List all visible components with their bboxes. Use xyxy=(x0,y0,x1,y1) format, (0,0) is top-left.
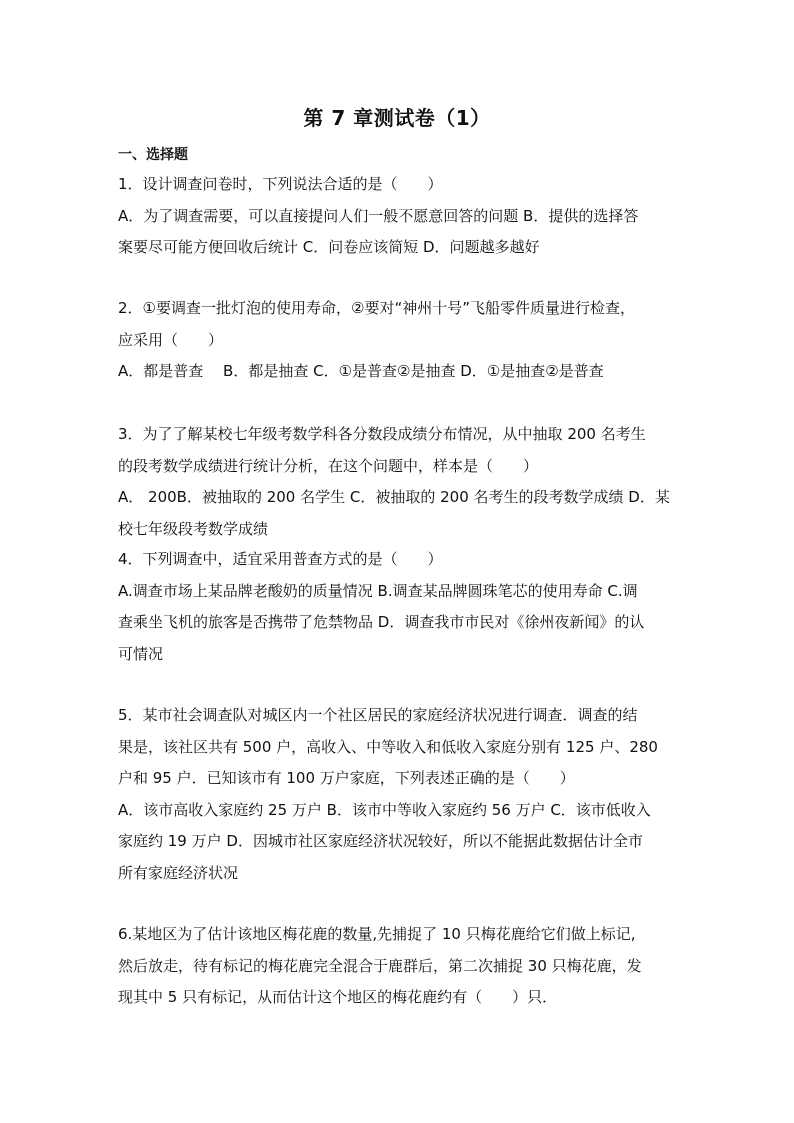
question-2-stem-line-2: 应采用（ ） xyxy=(118,330,224,349)
page-title: 第 7 章测试卷（1） xyxy=(303,106,491,130)
question-4-options-line-1: A.调查市场上某品牌老酸奶的质量情况 B.调查某品牌圆珠笔芯的使用寿命 C.调 xyxy=(118,581,638,600)
question-1-stem: 1．设计调查问卷时，下列说法合适的是（ ） xyxy=(118,175,443,193)
section-heading: 一、选择题 xyxy=(118,147,188,163)
question-5-options-line-2: 家庭约 19 万户 D．因城市社区家庭经济状况较好，所以不能据此数据估计全市 xyxy=(118,832,643,850)
question-2-stem-line-1: 2．①要调查一批灯泡的使用寿命，②要对“神州十号”飞船零件质量进行检查， xyxy=(118,299,635,317)
question-5 xyxy=(118,700,692,889)
question-4-stem: 4．下列调查中，适宜采用普查方式的是（ ） xyxy=(118,550,443,568)
question-5-options-line-3: 所有家庭经济状况 xyxy=(118,863,239,882)
question-1 xyxy=(118,169,692,264)
question-6-stem-line-3: 现其中 5 只有标记，从而估计这个地区的梅花鹿约有（ ）只． xyxy=(118,988,558,1006)
question-3-stem-line-1: 3．为了了解某校七年级考数学科各分数段成绩分布情况，从中抽取 200 名考生 xyxy=(118,425,646,443)
question-4 xyxy=(118,544,692,670)
question-3-stem-line-2: 的段考数学成绩进行统计分析，在这个问题中，样本是（ ） xyxy=(118,456,539,475)
question-3-options-line-1: A． 200B．被抽取的 200 名学生 C．被抽取的 200 名考生的段考数学成绩 D．某 xyxy=(118,488,670,506)
question-6-stem-line-1: 6.某地区为了估计该地区梅花鹿的数量,先捕捉了 10 只梅花鹿给它们做上标记, xyxy=(118,925,636,943)
question-2-options: A．都是普查 B．都是抽查 C．①是普查②是抽查 D．①是抽查②是普查 xyxy=(118,362,604,380)
question-3 xyxy=(118,419,692,545)
question-6 xyxy=(118,919,692,1014)
question-3-options-line-2: 校七年级段考数学成绩 xyxy=(118,519,269,538)
question-4-options-line-2: 查乘坐飞机的旅客是否携带了危禁物品 D．调查我市市民对《徐州夜新闻》的认 xyxy=(118,613,645,631)
question-1-options-line-1: A．为了调查需要，可以直接提问人们一般不愿意回答的问题 B．提供的选择答 xyxy=(118,206,639,225)
question-4-options-line-3: 可情况 xyxy=(118,644,164,663)
question-5-stem-line-3: 户和 95 户．已知该市有 100 万户家庭，下列表述正确的是（ ） xyxy=(118,769,575,787)
question-5-stem-line-2: 果是，该社区共有 500 户，高收入、中等收入和低收入家庭分别有 125 户、280 xyxy=(118,737,658,756)
question-1-options-line-2: 案要尽可能方便回收后统计 C．问卷应该简短 D．问题越多越好 xyxy=(118,238,540,256)
question-5-stem-line-1: 5．某市社会调查队对城区内一个社区居民的家庭经济状况进行调查．调查的结 xyxy=(118,706,638,724)
question-6-stem-line-2: 然后放走，待有标记的梅花鹿完全混合于鹿群后，第二次捕捉 30 只梅花鹿，发 xyxy=(118,956,642,975)
question-2 xyxy=(118,293,692,388)
question-5-options-line-1: A．该市高收入家庭约 25 万户 B．该市中等收入家庭约 56 万户 C．该市低收入 xyxy=(118,800,651,819)
